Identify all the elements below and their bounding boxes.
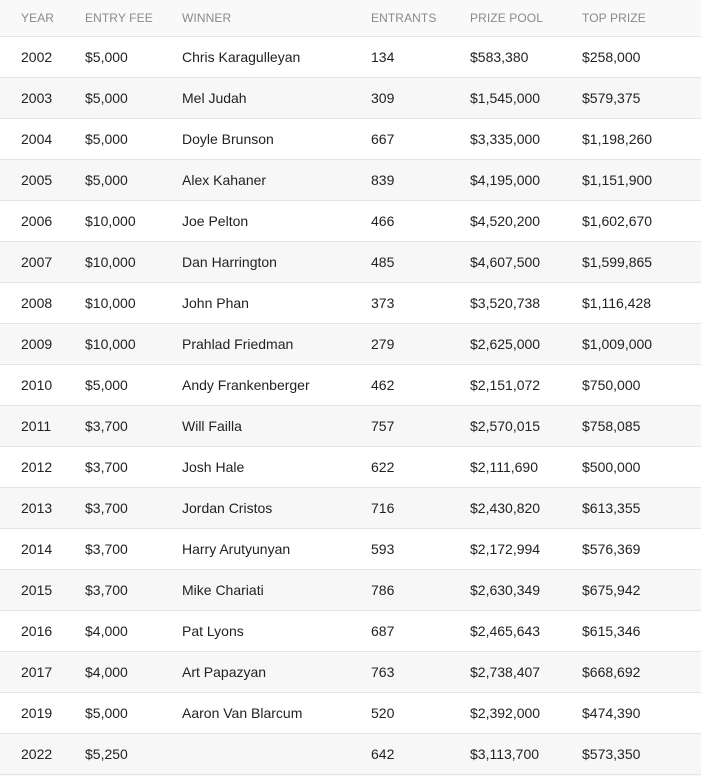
entry-fee-cell: $10,000 xyxy=(85,324,182,365)
prize-pool-cell: $2,151,072 xyxy=(470,365,582,406)
year-cell: 2014 xyxy=(0,529,85,570)
top-prize-cell: $1,116,428 xyxy=(582,283,701,324)
winner-cell: Prahlad Friedman xyxy=(182,324,371,365)
top-prize-cell: $758,085 xyxy=(582,406,701,447)
year-cell: 2009 xyxy=(0,324,85,365)
top-prize-cell: $668,692 xyxy=(582,652,701,693)
entry-fee-cell: $10,000 xyxy=(85,242,182,283)
year-cell: 2015 xyxy=(0,570,85,611)
year-cell: 2008 xyxy=(0,283,85,324)
entry-fee-cell: $10,000 xyxy=(85,283,182,324)
entry-fee-cell: $4,000 xyxy=(85,652,182,693)
table-row xyxy=(0,406,701,447)
entrants-cell: 716 xyxy=(371,488,470,529)
winner-cell: Chris Karagulleyan xyxy=(182,37,371,78)
table-row xyxy=(0,201,701,242)
entrants-cell: 593 xyxy=(371,529,470,570)
prize-pool-cell: $2,570,015 xyxy=(470,406,582,447)
top-prize-cell: $573,350 xyxy=(582,734,701,775)
header-entry-fee: ENTRY FEE xyxy=(85,0,182,37)
entry-fee-cell: $3,700 xyxy=(85,447,182,488)
top-prize-cell: $1,009,000 xyxy=(582,324,701,365)
entrants-cell: 763 xyxy=(371,652,470,693)
year-cell: 2013 xyxy=(0,488,85,529)
entrants-cell: 134 xyxy=(371,37,470,78)
table-body xyxy=(0,37,701,775)
prize-pool-cell: $2,111,690 xyxy=(470,447,582,488)
header-entrants: ENTRANTS xyxy=(371,0,470,37)
table-row xyxy=(0,78,701,119)
table-row xyxy=(0,160,701,201)
winner-cell: Dan Harrington xyxy=(182,242,371,283)
entry-fee-cell: $5,250 xyxy=(85,734,182,775)
winner-cell: Andy Frankenberger xyxy=(182,365,371,406)
winner-cell: Pat Lyons xyxy=(182,611,371,652)
entrants-cell: 466 xyxy=(371,201,470,242)
year-cell: 2004 xyxy=(0,119,85,160)
year-cell: 2012 xyxy=(0,447,85,488)
year-cell: 2019 xyxy=(0,693,85,734)
year-cell: 2006 xyxy=(0,201,85,242)
top-prize-cell: $500,000 xyxy=(582,447,701,488)
entry-fee-cell: $5,000 xyxy=(85,78,182,119)
header-row xyxy=(0,0,701,37)
winner-cell xyxy=(182,734,371,775)
header-prize-pool: PRIZE POOL xyxy=(470,0,582,37)
table-row xyxy=(0,283,701,324)
prize-pool-cell: $2,392,000 xyxy=(470,693,582,734)
winner-cell: John Phan xyxy=(182,283,371,324)
prize-pool-cell: $1,545,000 xyxy=(470,78,582,119)
entry-fee-cell: $10,000 xyxy=(85,201,182,242)
table-row xyxy=(0,734,701,775)
top-prize-cell: $576,369 xyxy=(582,529,701,570)
table-row xyxy=(0,365,701,406)
top-prize-cell: $615,346 xyxy=(582,611,701,652)
prize-pool-cell: $2,738,407 xyxy=(470,652,582,693)
year-cell: 2003 xyxy=(0,78,85,119)
prize-pool-cell: $2,172,994 xyxy=(470,529,582,570)
prize-pool-cell: $3,520,738 xyxy=(470,283,582,324)
entrants-cell: 309 xyxy=(371,78,470,119)
entrants-cell: 373 xyxy=(371,283,470,324)
winner-cell: Doyle Brunson xyxy=(182,119,371,160)
top-prize-cell: $1,151,900 xyxy=(582,160,701,201)
table-row xyxy=(0,488,701,529)
top-prize-cell: $1,602,670 xyxy=(582,201,701,242)
entrants-cell: 520 xyxy=(371,693,470,734)
prize-pool-cell: $2,630,349 xyxy=(470,570,582,611)
prize-pool-cell: $4,607,500 xyxy=(470,242,582,283)
table-row xyxy=(0,652,701,693)
year-cell: 2002 xyxy=(0,37,85,78)
entry-fee-cell: $4,000 xyxy=(85,611,182,652)
top-prize-cell: $675,942 xyxy=(582,570,701,611)
prize-pool-cell: $2,625,000 xyxy=(470,324,582,365)
header-winner: WINNER xyxy=(182,0,371,37)
prize-pool-cell: $3,335,000 xyxy=(470,119,582,160)
winner-cell: Joe Pelton xyxy=(182,201,371,242)
entry-fee-cell: $3,700 xyxy=(85,488,182,529)
table-row xyxy=(0,242,701,283)
prize-pool-cell: $583,380 xyxy=(470,37,582,78)
prize-pool-cell: $4,520,200 xyxy=(470,201,582,242)
entrants-cell: 279 xyxy=(371,324,470,365)
top-prize-cell: $474,390 xyxy=(582,693,701,734)
winner-cell: Will Failla xyxy=(182,406,371,447)
year-cell: 2011 xyxy=(0,406,85,447)
header-year: YEAR xyxy=(0,0,85,37)
year-cell: 2016 xyxy=(0,611,85,652)
year-cell: 2007 xyxy=(0,242,85,283)
year-cell: 2010 xyxy=(0,365,85,406)
table-row xyxy=(0,447,701,488)
entry-fee-cell: $5,000 xyxy=(85,37,182,78)
table-row xyxy=(0,693,701,734)
table-row xyxy=(0,529,701,570)
winner-cell: Josh Hale xyxy=(182,447,371,488)
entrants-cell: 839 xyxy=(371,160,470,201)
entrants-cell: 687 xyxy=(371,611,470,652)
top-prize-cell: $579,375 xyxy=(582,78,701,119)
entry-fee-cell: $5,000 xyxy=(85,693,182,734)
entry-fee-cell: $3,700 xyxy=(85,529,182,570)
winner-cell: Mel Judah xyxy=(182,78,371,119)
table-row xyxy=(0,324,701,365)
table-row xyxy=(0,119,701,160)
winner-cell: Jordan Cristos xyxy=(182,488,371,529)
entrants-cell: 485 xyxy=(371,242,470,283)
winner-cell: Harry Arutyunyan xyxy=(182,529,371,570)
top-prize-cell: $750,000 xyxy=(582,365,701,406)
entry-fee-cell: $5,000 xyxy=(85,119,182,160)
winner-cell: Art Papazyan xyxy=(182,652,371,693)
header-top-prize: TOP PRIZE xyxy=(582,0,701,37)
winner-cell: Aaron Van Blarcum xyxy=(182,693,371,734)
entry-fee-cell: $3,700 xyxy=(85,406,182,447)
winner-cell: Alex Kahaner xyxy=(182,160,371,201)
top-prize-cell: $1,198,260 xyxy=(582,119,701,160)
prize-pool-cell: $2,465,643 xyxy=(470,611,582,652)
prize-pool-cell: $2,430,820 xyxy=(470,488,582,529)
entry-fee-cell: $3,700 xyxy=(85,570,182,611)
top-prize-cell: $613,355 xyxy=(582,488,701,529)
top-prize-cell: $258,000 xyxy=(582,37,701,78)
year-cell: 2017 xyxy=(0,652,85,693)
year-cell: 2005 xyxy=(0,160,85,201)
entrants-cell: 642 xyxy=(371,734,470,775)
entrants-cell: 667 xyxy=(371,119,470,160)
table-row xyxy=(0,611,701,652)
top-prize-cell: $1,599,865 xyxy=(582,242,701,283)
prize-pool-cell: $3,113,700 xyxy=(470,734,582,775)
table-row xyxy=(0,37,701,78)
table-header xyxy=(0,0,701,37)
year-cell: 2022 xyxy=(0,734,85,775)
entrants-cell: 786 xyxy=(371,570,470,611)
entrants-cell: 757 xyxy=(371,406,470,447)
entry-fee-cell: $5,000 xyxy=(85,365,182,406)
winner-cell: Mike Chariati xyxy=(182,570,371,611)
entrants-cell: 462 xyxy=(371,365,470,406)
prize-pool-cell: $4,195,000 xyxy=(470,160,582,201)
table-row xyxy=(0,570,701,611)
entrants-cell: 622 xyxy=(371,447,470,488)
entry-fee-cell: $5,000 xyxy=(85,160,182,201)
